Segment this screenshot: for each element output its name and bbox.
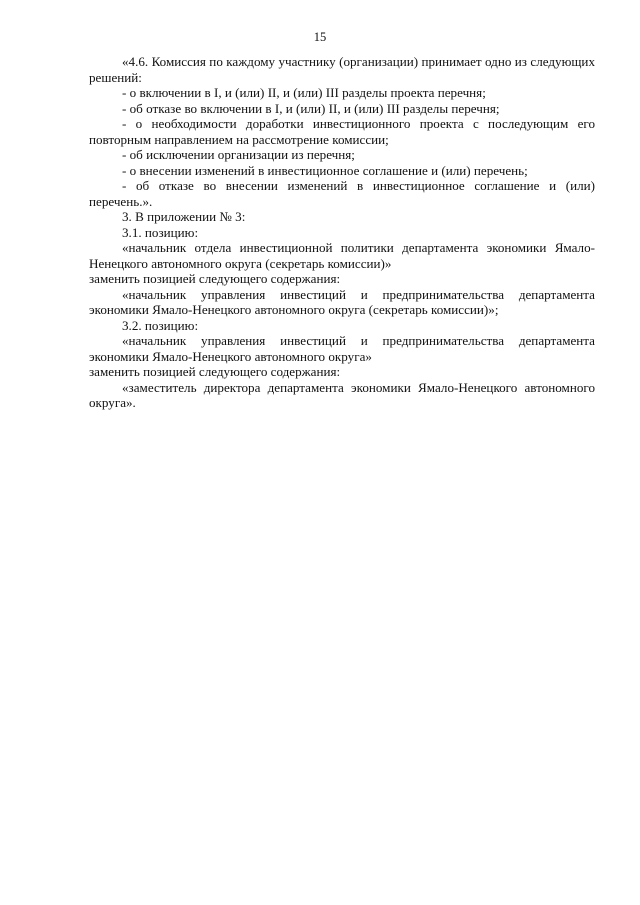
paragraph: «начальник управления инвестиций и предпринимательства департамента экономики Ямало-Ненецкого автономного округа» xyxy=(89,333,595,364)
document-body xyxy=(89,54,595,411)
page-number: 15 xyxy=(313,30,327,44)
paragraph: «заместитель директора департамента экономики Ямало-Ненецкого автономного округа». xyxy=(89,379,595,410)
paragraph: 3.1. позицию: xyxy=(122,224,199,240)
paragraph: «начальник управления инвестиций и предпринимательства департамента экономики Ямало-Ненецкого автономного округа (секретарь комиссии)»; xyxy=(89,286,595,317)
paragraph: - об отказе во включении в I, и (или) II, и (или) III разделы перечня; xyxy=(122,100,500,116)
paragraph: «4.6. Комиссия по каждому участнику (организации) принимает одно из следующих решений: xyxy=(89,54,595,85)
paragraph: - об отказе во внесении изменений в инвестиционное соглашение и (или) перечень.». xyxy=(89,178,595,209)
paragraph: - об исключении организации из перечня; xyxy=(122,147,355,162)
paragraph: - о необходимости доработки инвестиционного проекта с последующим его повторным направлением на рассмотрение комиссии; xyxy=(89,116,595,147)
paragraph: заменить позицией следующего содержания: xyxy=(89,271,341,286)
paragraph: 3. В приложении № 3: xyxy=(122,209,246,224)
paragraph: заменить позицией следующего содержания: xyxy=(89,364,341,379)
paragraph: «начальник отдела инвестиционной политики департамента экономики Ямало-Ненецкого автономного округа (секретарь комиссии)» xyxy=(89,240,595,271)
paragraph: - о включении в I, и (или) II, и (или) III разделы проекта перечня; xyxy=(122,85,486,100)
paragraph: 3.2. позицию: xyxy=(122,317,199,333)
paragraph: - о внесении изменений в инвестиционное соглашение и (или) перечень; xyxy=(122,162,528,178)
